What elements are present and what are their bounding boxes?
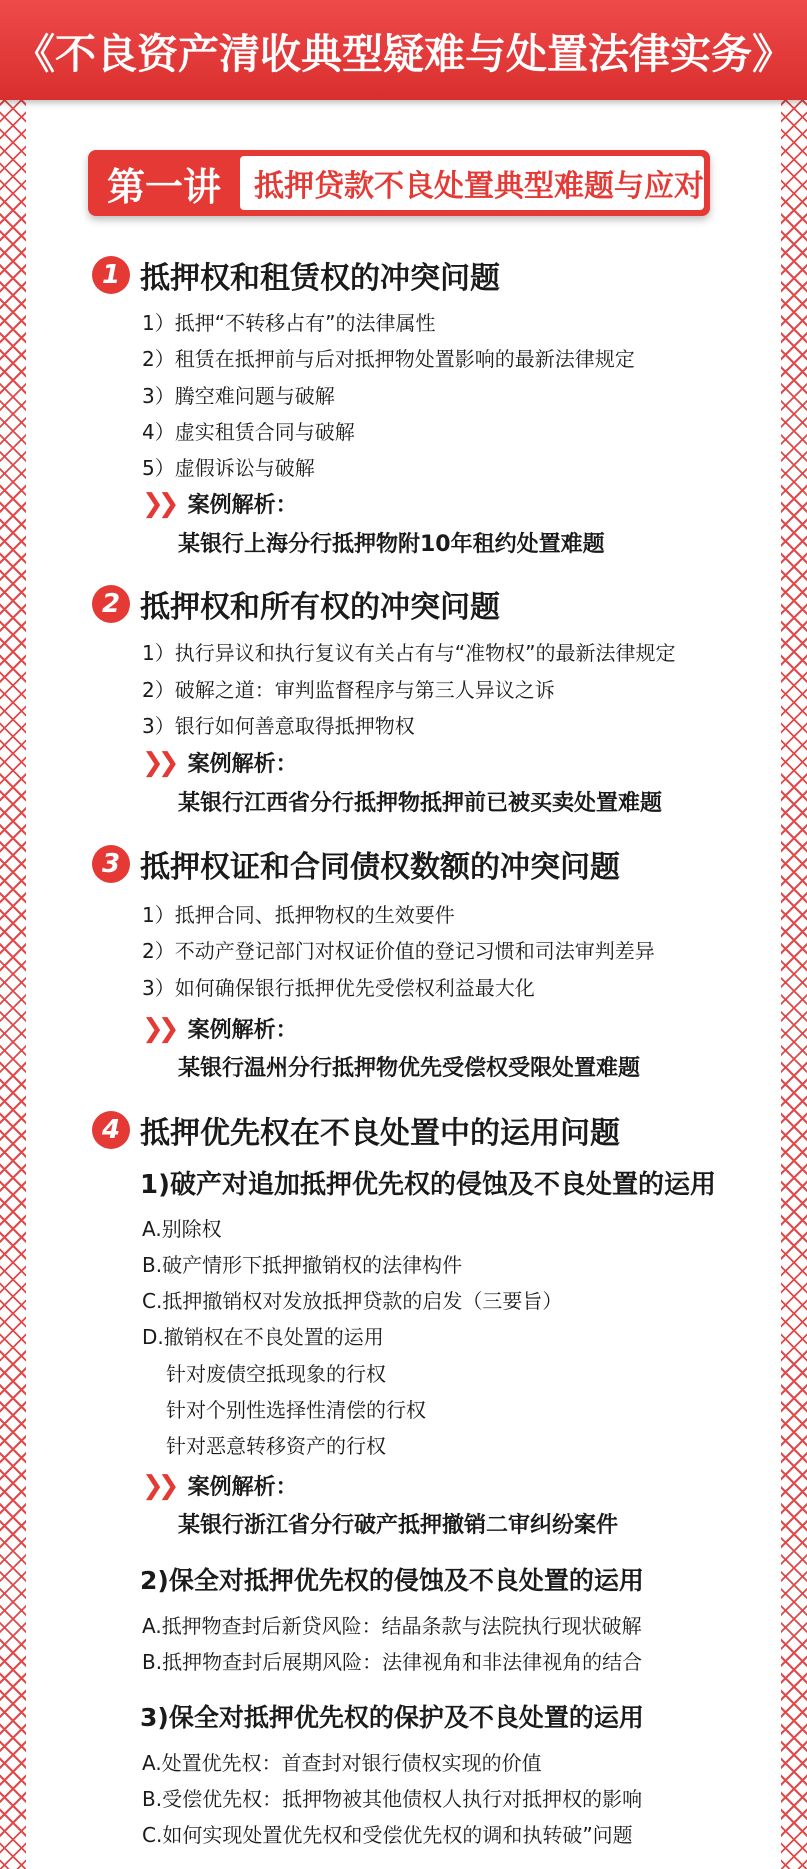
section-number-badge: 2 bbox=[92, 585, 130, 623]
case-text: 某银行上海分行抵押物附10年租约处置难题 bbox=[178, 532, 605, 557]
case-analysis-label bbox=[142, 1013, 298, 1044]
list-item: 1）执行异议和执行复议有关占有与“准物权”的最新法律规定 bbox=[142, 641, 676, 665]
lecture-title: 抵押贷款不良处置典型难题与应对 bbox=[240, 156, 704, 210]
list-item: B.受偿优先权：抵押物被其他债权人执行对抵押权的影响 bbox=[142, 1787, 643, 1811]
section-title: 抵押权和所有权的冲突问题 bbox=[140, 590, 500, 625]
subsection-title: 2)保全对抵押优先权的侵蚀及不良处置的运用 bbox=[140, 1566, 644, 1595]
list-item: D.撤销权在不良处置的运用 bbox=[142, 1325, 384, 1349]
list-item: 针对恶意转移资产的行权 bbox=[166, 1434, 386, 1458]
list-item: B.破产情形下抵押撤销权的法律构件 bbox=[142, 1253, 463, 1277]
list-item: 2）破解之道：审判监督程序与第三人异议之诉 bbox=[142, 678, 555, 702]
page-title: 《不良资产清收典型疑难与处置法律实务》 bbox=[14, 29, 793, 78]
list-item: 1）抵押“不转移占有”的法律属性 bbox=[142, 311, 436, 335]
section-1-heading bbox=[92, 253, 500, 297]
case-analysis-label bbox=[142, 747, 298, 778]
page-title-banner bbox=[0, 0, 807, 100]
case-label-text: 案例解析： bbox=[187, 1475, 298, 1500]
section-4-heading bbox=[92, 1108, 620, 1152]
left-pattern-border bbox=[0, 0, 26, 1869]
subsection-title: 1)破产对追加抵押优先权的侵蚀及不良处置的运用 bbox=[140, 1170, 716, 1200]
lecture-number: 第一讲 bbox=[106, 164, 221, 209]
list-item: A.别除权 bbox=[142, 1217, 222, 1241]
list-item: C.抵押撤销权对发放抵押贷款的启发（三要旨） bbox=[142, 1289, 563, 1313]
double-chevron-right-icon: ❯❯ bbox=[142, 1470, 174, 1501]
list-item: 4）虚实租赁合同与破解 bbox=[142, 420, 355, 444]
section-2-heading bbox=[92, 582, 500, 626]
case-text: 某银行江西省分行抵押物抵押前已被买卖处置难题 bbox=[178, 791, 663, 816]
right-pattern-border bbox=[781, 0, 807, 1869]
list-item: 3）如何确保银行抵押优先受偿权利益最大化 bbox=[142, 976, 535, 1000]
list-item: A.处置优先权：首查封对银行债权实现的价值 bbox=[142, 1751, 542, 1775]
section-number-badge: 4 bbox=[92, 1111, 130, 1149]
case-label-text: 案例解析： bbox=[187, 493, 298, 518]
list-item: 3）腾空难问题与破解 bbox=[142, 384, 335, 408]
section-number-badge: 1 bbox=[92, 256, 130, 294]
double-chevron-right-icon: ❯❯ bbox=[142, 1013, 174, 1044]
double-chevron-right-icon: ❯❯ bbox=[142, 747, 174, 778]
list-item: 2）不动产登记部门对权证价值的登记习惯和司法审判差异 bbox=[142, 939, 655, 963]
case-label-text: 案例解析： bbox=[187, 752, 298, 777]
section-title: 抵押优先权在不良处置中的运用问题 bbox=[140, 1116, 620, 1151]
case-analysis-label bbox=[142, 1470, 298, 1501]
list-item: 针对废债空抵现象的行权 bbox=[166, 1362, 386, 1386]
list-item: 3）银行如何善意取得抵押物权 bbox=[142, 714, 415, 738]
list-item: 5）虚假诉讼与破解 bbox=[142, 456, 315, 480]
list-item: C.如何实现处置优先权和受偿优先权的调和执转破”问题 bbox=[142, 1823, 633, 1847]
list-item: 2）租赁在抵押前与后对抵押物处置影响的最新法律规定 bbox=[142, 347, 635, 371]
section-title: 抵押权证和合同债权数额的冲突问题 bbox=[140, 850, 620, 885]
case-label-text: 案例解析： bbox=[187, 1018, 298, 1043]
lecture-header bbox=[88, 150, 710, 216]
double-chevron-right-icon: ❯❯ bbox=[142, 488, 174, 519]
list-item: 1）抵押合同、抵押物权的生效要件 bbox=[142, 903, 455, 927]
case-text: 某银行浙江省分行破产抵押撤销二审纠纷案件 bbox=[178, 1513, 619, 1538]
section-number-badge: 3 bbox=[92, 845, 130, 883]
subsection-title: 3)保全对抵押优先权的保护及不良处置的运用 bbox=[140, 1703, 644, 1732]
section-title: 抵押权和租赁权的冲突问题 bbox=[140, 261, 500, 296]
list-item: B.抵押物查封后展期风险：法律视角和非法律视角的结合 bbox=[142, 1650, 643, 1674]
list-item: A.抵押物查封后新贷风险：结晶条款与法院执行现状破解 bbox=[142, 1614, 642, 1638]
case-text: 某银行温州分行抵押物优先受偿权受限处置难题 bbox=[178, 1056, 641, 1081]
list-item: 针对个别性选择性清偿的行权 bbox=[166, 1398, 426, 1422]
section-3-heading bbox=[92, 842, 620, 886]
case-analysis-label bbox=[142, 488, 298, 519]
